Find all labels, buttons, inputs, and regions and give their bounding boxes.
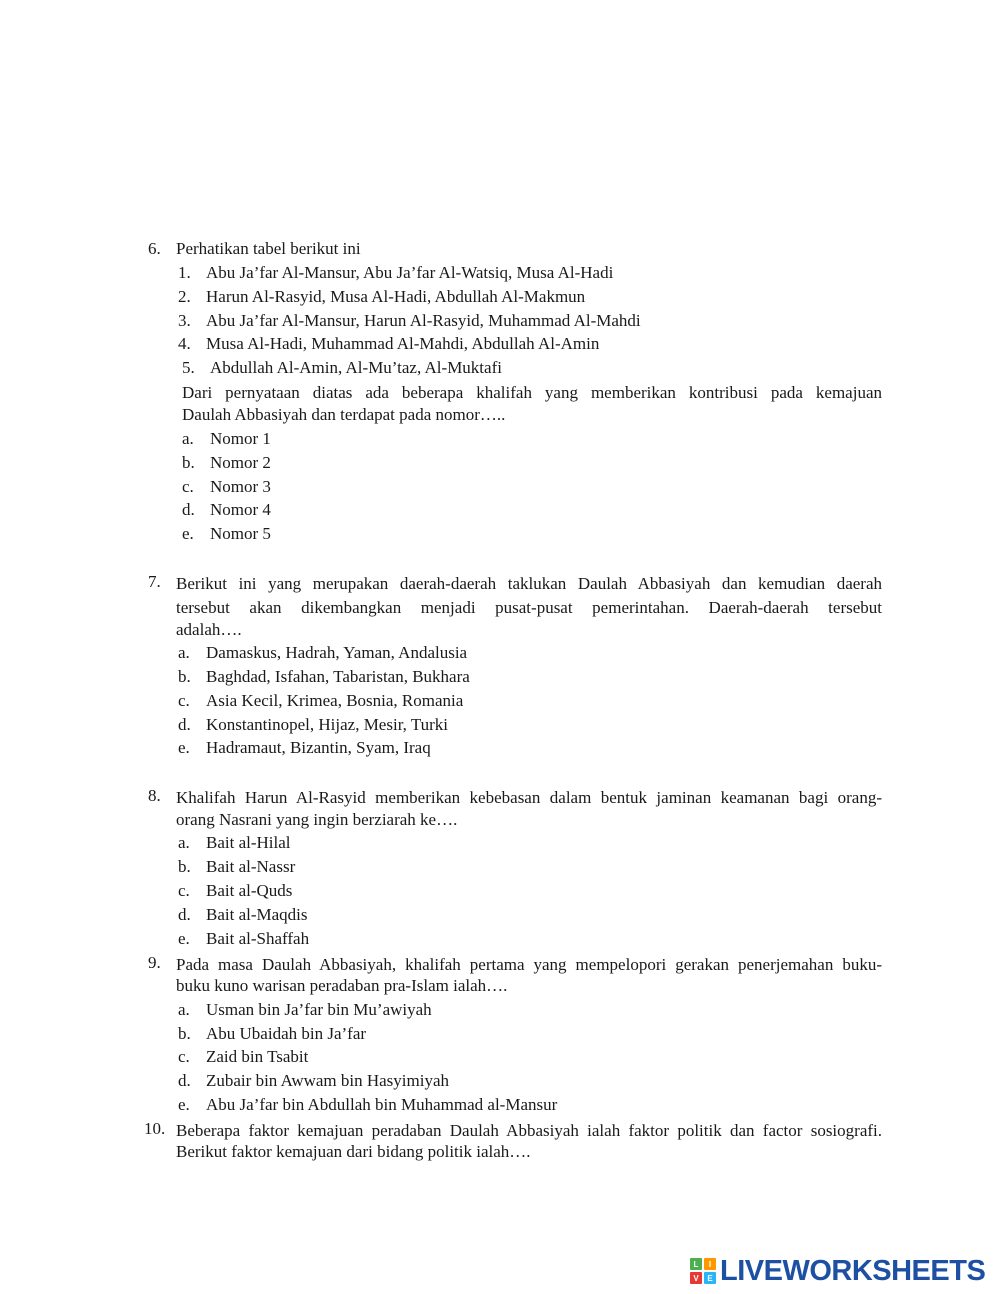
option-letter: c. bbox=[182, 477, 194, 496]
answer-option[interactable]: Bait al-Nassr bbox=[206, 857, 296, 876]
option-letter: a. bbox=[178, 1000, 190, 1019]
answer-option[interactable]: Nomor 3 bbox=[210, 477, 271, 496]
question-number: 6. bbox=[148, 239, 161, 258]
option-letter: b. bbox=[182, 453, 195, 472]
answer-option[interactable]: Baghdad, Isfahan, Tabaristan, Bukhara bbox=[206, 667, 470, 686]
option-letter: d. bbox=[178, 905, 191, 924]
question-stem: Perhatikan tabel berikut ini bbox=[176, 239, 361, 258]
logo-icon-tile: V bbox=[690, 1272, 702, 1284]
list-item: Abdullah Al-Amin, Al-Mu’taz, Al-Muktafi bbox=[210, 358, 502, 377]
logo-icon-tile: L bbox=[690, 1258, 702, 1270]
brand-name: LIVEWORKSHEETS bbox=[720, 1254, 986, 1287]
option-letter: e. bbox=[178, 738, 190, 757]
answer-option[interactable]: Bait al-Maqdis bbox=[206, 905, 308, 924]
answer-option[interactable]: Usman bin Ja’far bin Mu’awiyah bbox=[206, 1000, 432, 1019]
list-number: 1. bbox=[178, 263, 191, 282]
answer-option[interactable]: Bait al-Shaffah bbox=[206, 929, 310, 948]
option-letter: d. bbox=[178, 715, 191, 734]
list-number: 4. bbox=[178, 334, 191, 353]
answer-option[interactable]: Konstantinopel, Hijaz, Mesir, Turki bbox=[206, 715, 449, 734]
answer-option[interactable]: Nomor 2 bbox=[210, 453, 271, 472]
list-number: 5. bbox=[182, 358, 195, 377]
option-letter: b. bbox=[178, 1024, 191, 1043]
answer-option[interactable]: Nomor 1 bbox=[210, 429, 271, 448]
question-stem: Khalifah Harun Al-Rasyid memberikan kebebasan dalam bentuk jaminan keamanan bagi orang- bbox=[176, 788, 882, 807]
answer-option[interactable]: Zaid bin Tsabit bbox=[206, 1047, 309, 1066]
option-letter: e. bbox=[178, 1095, 190, 1114]
list-item: Abu Ja’far Al-Mansur, Abu Ja’far Al-Watsiq, Musa Al-Hadi bbox=[206, 263, 614, 282]
liveworksheets-logo-icon bbox=[690, 1258, 716, 1284]
answer-option[interactable]: Bait al-Hilal bbox=[206, 833, 291, 852]
answer-option[interactable]: Hadramaut, Bizantin, Syam, Iraq bbox=[206, 738, 431, 757]
option-letter: b. bbox=[178, 857, 191, 876]
question-number: 8. bbox=[148, 786, 161, 805]
question-stem: Berikut ini yang merupakan daerah-daerah taklukan Daulah Abbasiyah dan kemudian daerah bbox=[176, 574, 882, 593]
option-letter: d. bbox=[178, 1071, 191, 1090]
answer-option[interactable]: Abu Ja’far bin Abdullah bin Muhammad al-Mansur bbox=[206, 1095, 558, 1114]
logo-icon-tile: I bbox=[704, 1258, 716, 1270]
list-item: Musa Al-Hadi, Muhammad Al-Mahdi, Abdullah Al-Amin bbox=[206, 334, 600, 353]
question-prompt: Daulah Abbasiyah dan terdapat pada nomor….. bbox=[182, 405, 506, 424]
option-letter: c. bbox=[178, 691, 190, 710]
answer-option[interactable]: Zubair bin Awwam bin Hasyimiyah bbox=[206, 1071, 450, 1090]
question-number: 9. bbox=[148, 953, 161, 972]
question-stem: Beberapa faktor kemajuan peradaban Daulah Abbasiyah ialah faktor politik dan factor sosiografi. bbox=[176, 1121, 882, 1140]
logo-icon-tile: E bbox=[704, 1272, 716, 1284]
question-prompt: Dari pernyataan diatas ada beberapa khalifah yang memberikan kontribusi pada kemajuan bbox=[182, 383, 882, 402]
option-letter: a. bbox=[178, 643, 190, 662]
list-number: 3. bbox=[178, 311, 191, 330]
option-letter: c. bbox=[178, 1047, 190, 1066]
question-stem: Pada masa Daulah Abbasiyah, khalifah pertama yang mempelopori gerakan penerjemahan buku- bbox=[176, 955, 882, 974]
question-stem: buku kuno warisan peradaban pra-Islam ialah…. bbox=[176, 976, 508, 995]
answer-option[interactable]: Damaskus, Hadrah, Yaman, Andalusia bbox=[206, 643, 468, 662]
option-letter: b. bbox=[178, 667, 191, 686]
option-letter: a. bbox=[178, 833, 190, 852]
option-letter: e. bbox=[182, 524, 194, 543]
list-item: Abu Ja’far Al-Mansur, Harun Al-Rasyid, Muhammad Al-Mahdi bbox=[206, 311, 641, 330]
question-stem: adalah…. bbox=[176, 620, 242, 639]
liveworksheets-logo bbox=[690, 1256, 985, 1286]
option-letter: a. bbox=[182, 429, 194, 448]
answer-option[interactable]: Nomor 5 bbox=[210, 524, 271, 543]
question-number: 10. bbox=[144, 1119, 166, 1138]
question-stem: orang Nasrani yang ingin berziarah ke…. bbox=[176, 810, 458, 829]
option-letter: e. bbox=[178, 929, 190, 948]
answer-option[interactable]: Abu Ubaidah bin Ja’far bbox=[206, 1024, 367, 1043]
list-number: 2. bbox=[178, 287, 191, 306]
question-stem: Berikut faktor kemajuan dari bidang politik ialah…. bbox=[176, 1142, 531, 1161]
option-letter: c. bbox=[178, 881, 190, 900]
answer-option[interactable]: Asia Kecil, Krimea, Bosnia, Romania bbox=[206, 691, 464, 710]
answer-option[interactable]: Nomor 4 bbox=[210, 500, 271, 519]
option-letter: d. bbox=[182, 500, 195, 519]
answer-option[interactable]: Bait al-Quds bbox=[206, 881, 293, 900]
question-stem: tersebut akan dikembangkan menjadi pusat-pusat pemerintahan. Daerah-daerah tersebut bbox=[176, 598, 882, 617]
list-item: Harun Al-Rasyid, Musa Al-Hadi, Abdullah Al-Makmun bbox=[206, 287, 586, 306]
question-number: 7. bbox=[148, 572, 161, 591]
